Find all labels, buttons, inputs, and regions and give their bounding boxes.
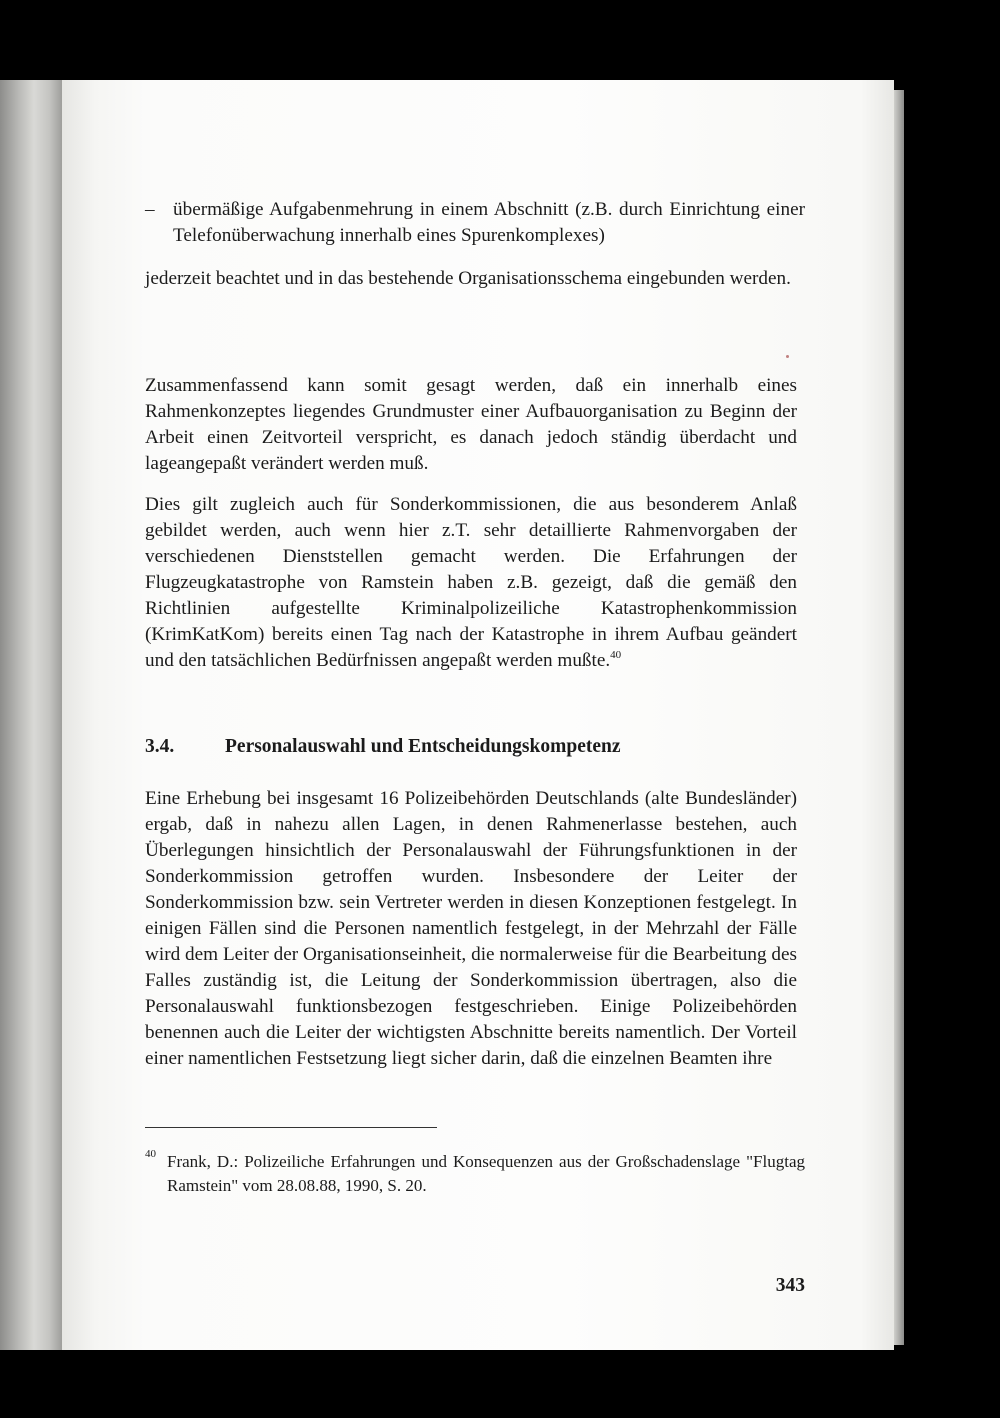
section-title: Personalauswahl und Entscheidungskompetenz xyxy=(225,736,621,757)
footnote-text: Frank, D.: Polizeiliche Erfahrungen und Konsequenzen aus der Großschadenslage "Flugtag Ramstein" vom 28.08.88, 1990, S. 20. xyxy=(167,1152,805,1195)
page-number: 343 xyxy=(775,1275,805,1296)
paragraph-2: Zusammenfassend kann somit gesagt werden, daß ein innerhalb eines Rahmenkonzeptes liegendes Grundmuster einer Aufbauorganisation zu Beginn der Arbeit einen Zeitvorteil verspricht, es danach jedoch ständig überdacht und lageangepaßt verändert werden muß. xyxy=(145,375,797,474)
paragraph-3 xyxy=(145,492,797,674)
section-heading xyxy=(145,734,805,760)
footnote-reference: 40 xyxy=(610,649,622,661)
paragraph-4: Eine Erhebung bei insgesamt 16 Polizeibehörden Deutschlands (alte Bundesländer) ergab, daß in nahezu allen Lagen, in denen Rahmenerlasse bestehen, auch Überlegungen hinsichtlich der Personalauswahl der Führungsfunktionen in der Sonderkommission getroffen wurden. Insbesondere der Leiter der Sonderkommission bzw. sein Vertreter werden in diesen Konzeptionen festgelegt. In einigen Fällen sind die Personen namentlich festgelegt, in der Mehrzahl der Fälle wird dem Leiter der Organisationseinheit, die normalerweise für die Bearbeitung des Falles zuständig ist, die Leitung der Sonderkommission übertragen, also die Personalauswahl funktionsbezogen festgeschrieben. Einige Polizeibehörden benennen auch die Leiter der wichtigsten Abschnitte bereits namentlich. Der Vorteil einer namentlichen Festsetzung liegt sicher darin, daß die einzelnen Beamten ihre xyxy=(145,788,797,1069)
page-edge-shadow xyxy=(894,90,904,1345)
scan-speck xyxy=(786,355,789,358)
paragraph-3-text: Dies gilt zugleich auch für Sonderkommissionen, die aus besonderem Anlaß gebildet werden, auch wenn hier z.T. sehr detaillierte Rahmenvorgaben der verschiedenen Dienststellen gemacht werden. Die Erfahrungen der Flugzeugkatastrophe von Ramstein haben z.B. gezeigt, daß die gemäß den Richtlinien aufgestellte Kriminalpolizeiliche Katastrophenkommission (KrimKatKom) bereits einen Tag nach der Katastrophe in ihrem Aufbau geändert und den tatsächlichen Bedürfnissen angepaßt werden mußte. xyxy=(145,494,797,671)
section-number: 3.4. xyxy=(145,736,175,757)
footnote-separator xyxy=(145,1127,437,1128)
paragraph-survey xyxy=(145,786,797,1072)
paragraph-ramstein xyxy=(145,492,797,674)
bullet-list-item xyxy=(145,197,805,249)
paragraph-1: jederzeit beachtet und in das bestehende Organisationsschema eingebunden werden. xyxy=(145,268,791,289)
list-dash: – xyxy=(145,199,155,220)
paragraph-summary xyxy=(145,373,797,477)
footnote xyxy=(145,1150,805,1198)
list-item-text: übermäßige Aufgabenmehrung in einem Abschnitt (z.B. durch Einrichtung einer Telefonüberwachung innerhalb eines Spurenkomplexes) xyxy=(173,199,805,246)
paragraph-continuation xyxy=(145,266,797,292)
facing-page-edge xyxy=(0,80,62,1350)
footnote-mark: 40 xyxy=(145,1148,156,1160)
